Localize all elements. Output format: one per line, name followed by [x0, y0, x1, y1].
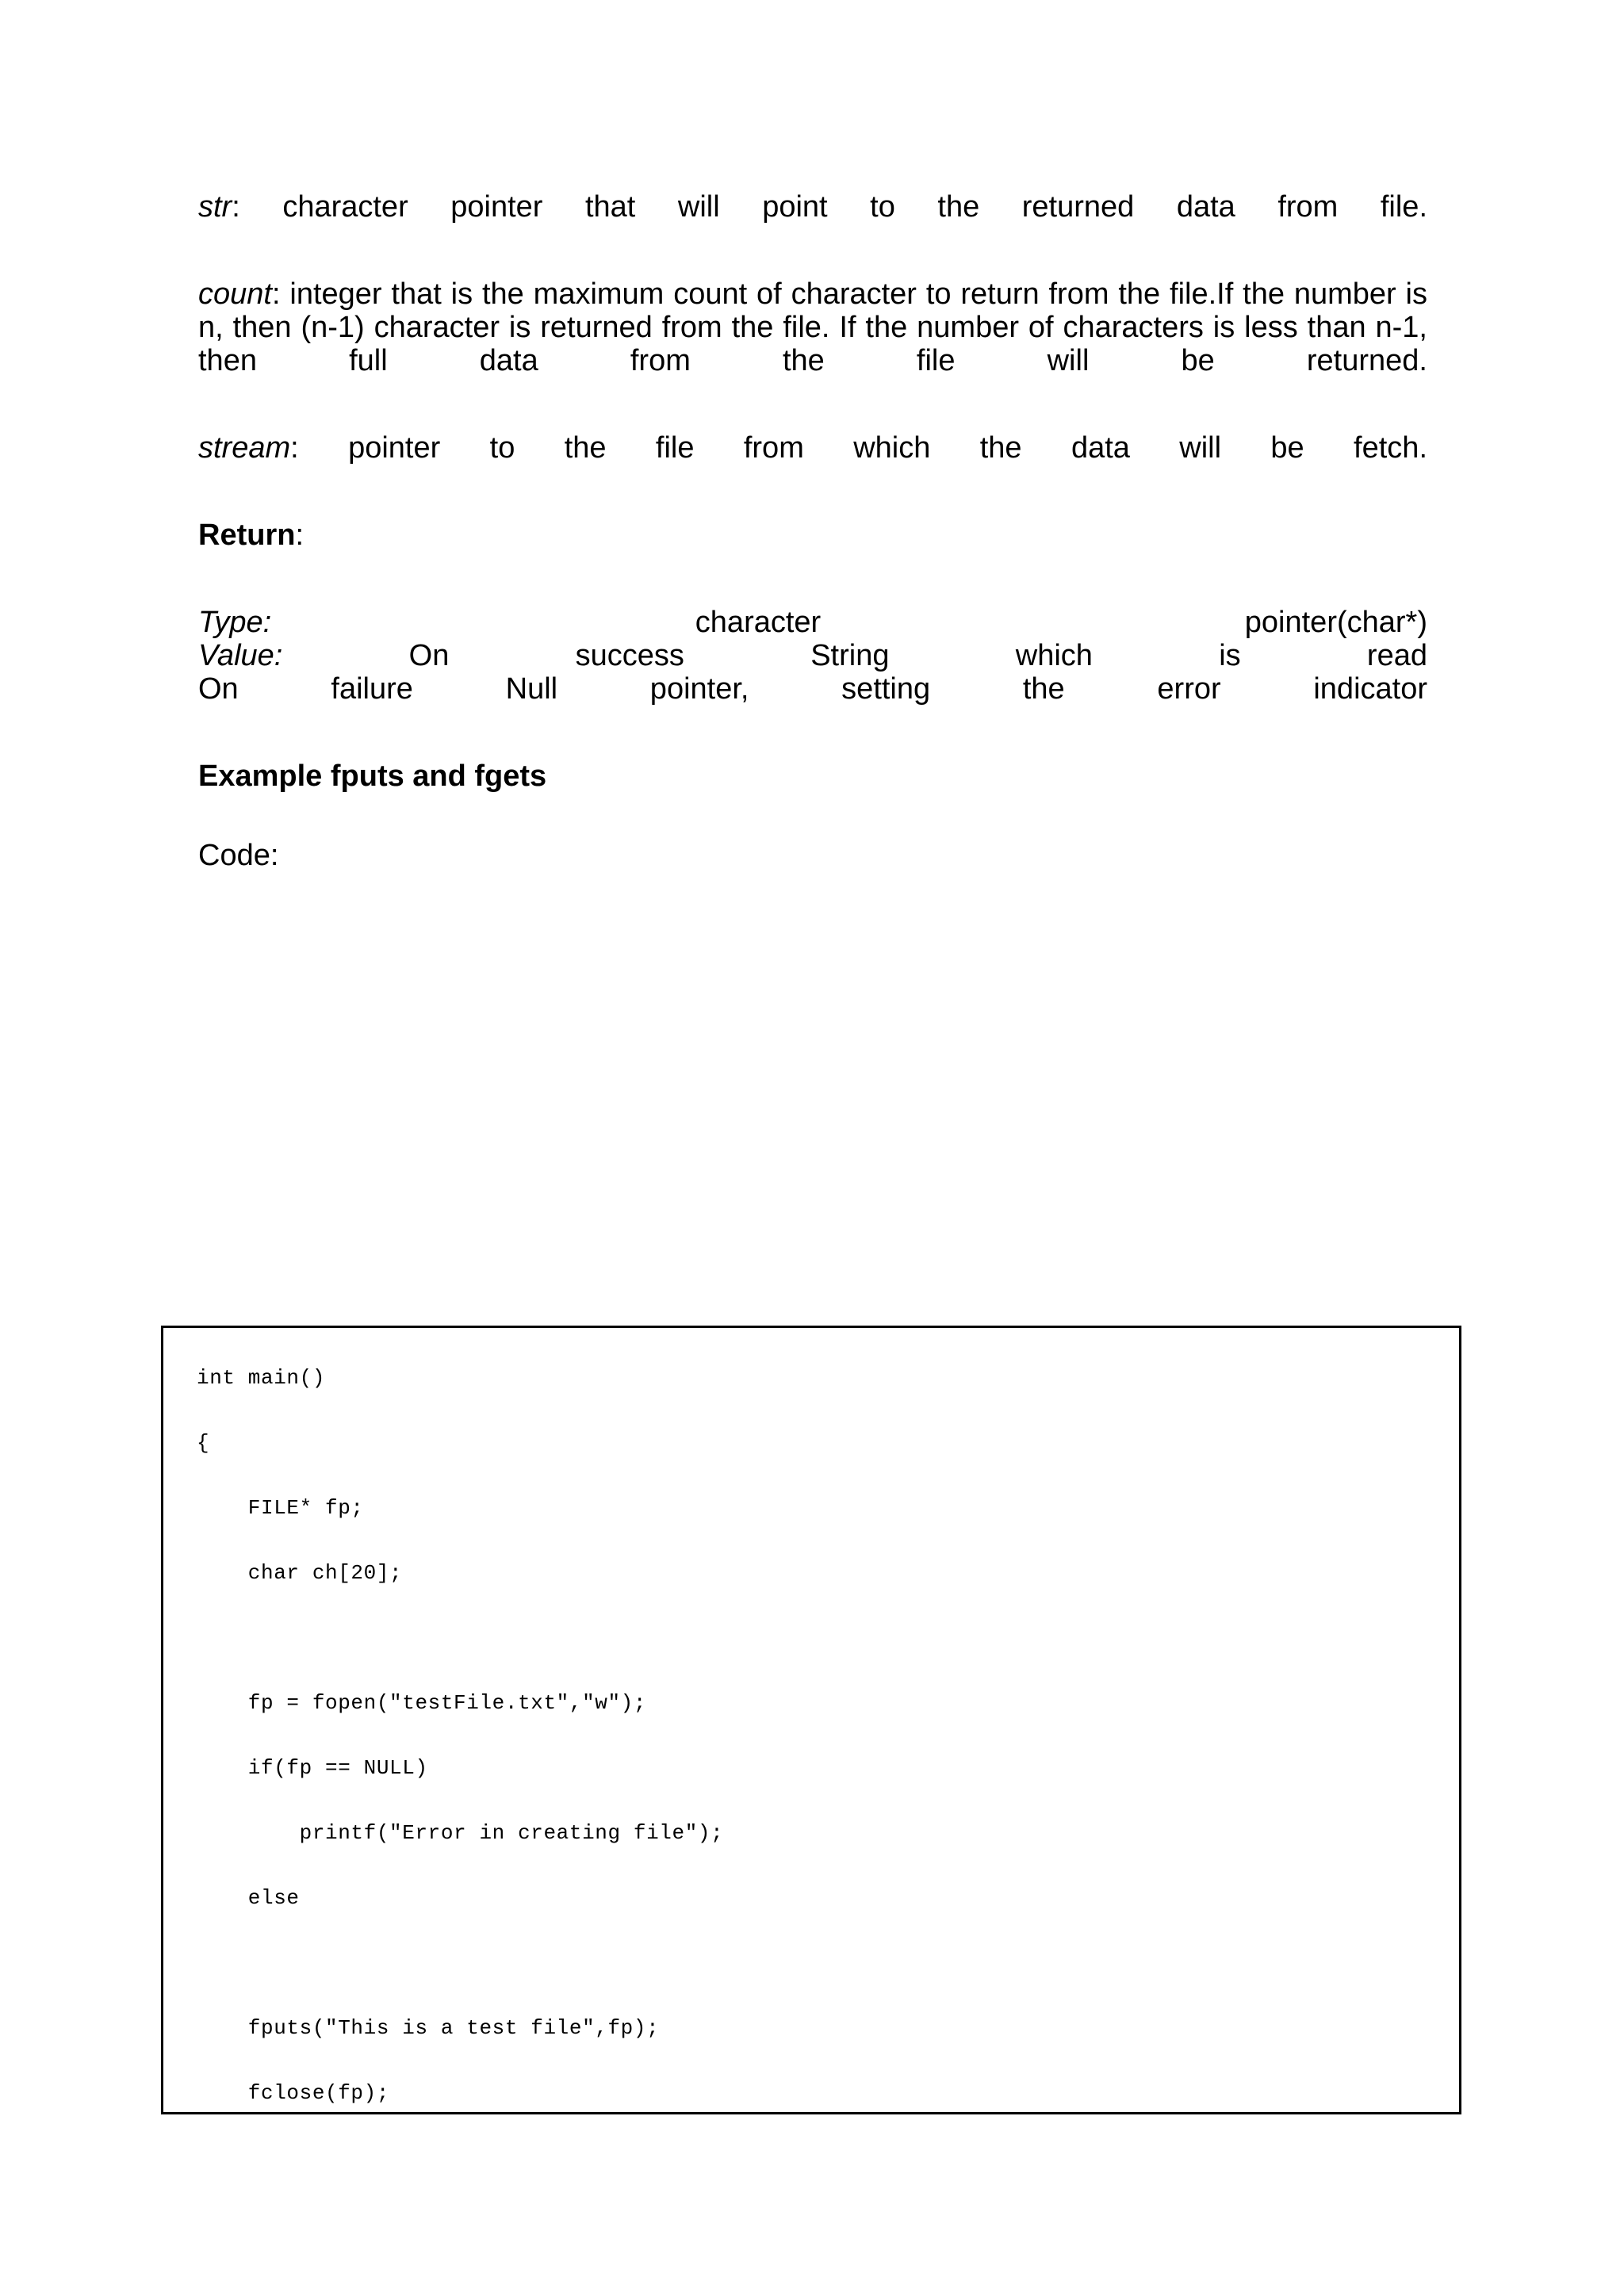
code-line: fclose(fp); — [197, 2081, 390, 2105]
code-block — [161, 1326, 1461, 2114]
return-type-value-right: pointer(char*) — [1244, 605, 1427, 639]
code-line-blank — [197, 1920, 1443, 1953]
code-line-blank — [197, 1465, 1443, 1498]
spacer — [198, 552, 1427, 606]
paragraph-str — [198, 190, 1427, 224]
param-term-count: count — [198, 277, 272, 311]
code-line-blank — [197, 1530, 1443, 1563]
return-value-success-line — [198, 639, 1427, 672]
param-desc-stream: : pointer to the file from which the data will be fetch. — [290, 430, 1427, 465]
param-desc-str: : character pointer that will point to the returned data from file. — [232, 190, 1427, 224]
code-line-blank — [197, 1400, 1443, 1433]
spacer — [198, 465, 1427, 519]
code-line-blank — [197, 1953, 1443, 1985]
return-value-failure-line — [198, 672, 1427, 706]
paragraph-stream — [198, 431, 1427, 465]
code-line-blank — [197, 1855, 1443, 1888]
code-line: fp = fopen("testFile.txt","w"); — [197, 1691, 647, 1715]
param-term-stream: stream — [198, 430, 291, 465]
param-desc-count: : integer that is the maximum count of character to return from the file.If the number is n, then (n-1) character is returned from the file. If the number of characters is less than n-1, then full data from the file will be returned. — [198, 277, 1427, 377]
code-line: else — [197, 1886, 300, 1910]
code-line-blank — [197, 1628, 1443, 1660]
return-heading — [198, 519, 1427, 552]
code-line-blank — [197, 2050, 1443, 2083]
code-line: if(fp == NULL) — [197, 1756, 428, 1780]
code-line-blank — [197, 1790, 1443, 1823]
return-value-success-text: On success String which is read — [408, 638, 1427, 672]
return-type-line — [198, 606, 1427, 639]
code-line: fputs("This is a test file",fp); — [197, 2016, 660, 2040]
spacer — [198, 377, 1427, 431]
return-type-label: Type: — [198, 605, 272, 639]
document-body — [198, 190, 1427, 872]
code-line-blank — [197, 1660, 1443, 1693]
code-line: FILE* fp; — [197, 1496, 364, 1520]
return-value-failure-text: On failure Null pointer, setting the error indicator — [198, 672, 1427, 706]
paragraph-count — [198, 277, 1427, 377]
code-line: int main() — [197, 1366, 326, 1390]
code-line: printf("Error in creating file"); — [197, 1821, 724, 1845]
code-block-content — [197, 1368, 1443, 2115]
param-term-str: str — [198, 190, 232, 224]
code-line: { — [197, 1431, 210, 1455]
spacer — [198, 706, 1427, 760]
code-line-blank — [197, 1725, 1443, 1758]
return-value-label: Value: — [198, 638, 283, 672]
code-line-blank — [197, 1595, 1443, 1628]
example-heading: Example fputs and fgets — [198, 759, 547, 793]
spacer — [198, 793, 1427, 839]
spacer — [198, 224, 1427, 277]
return-heading-text: Return — [198, 518, 296, 552]
return-type-value-left: character — [695, 605, 822, 639]
code-line-blank — [197, 1985, 1443, 2018]
return-heading-colon: : — [295, 518, 304, 552]
code-label: Code: — [198, 838, 279, 872]
code-line: char ch[20]; — [197, 1561, 403, 1585]
